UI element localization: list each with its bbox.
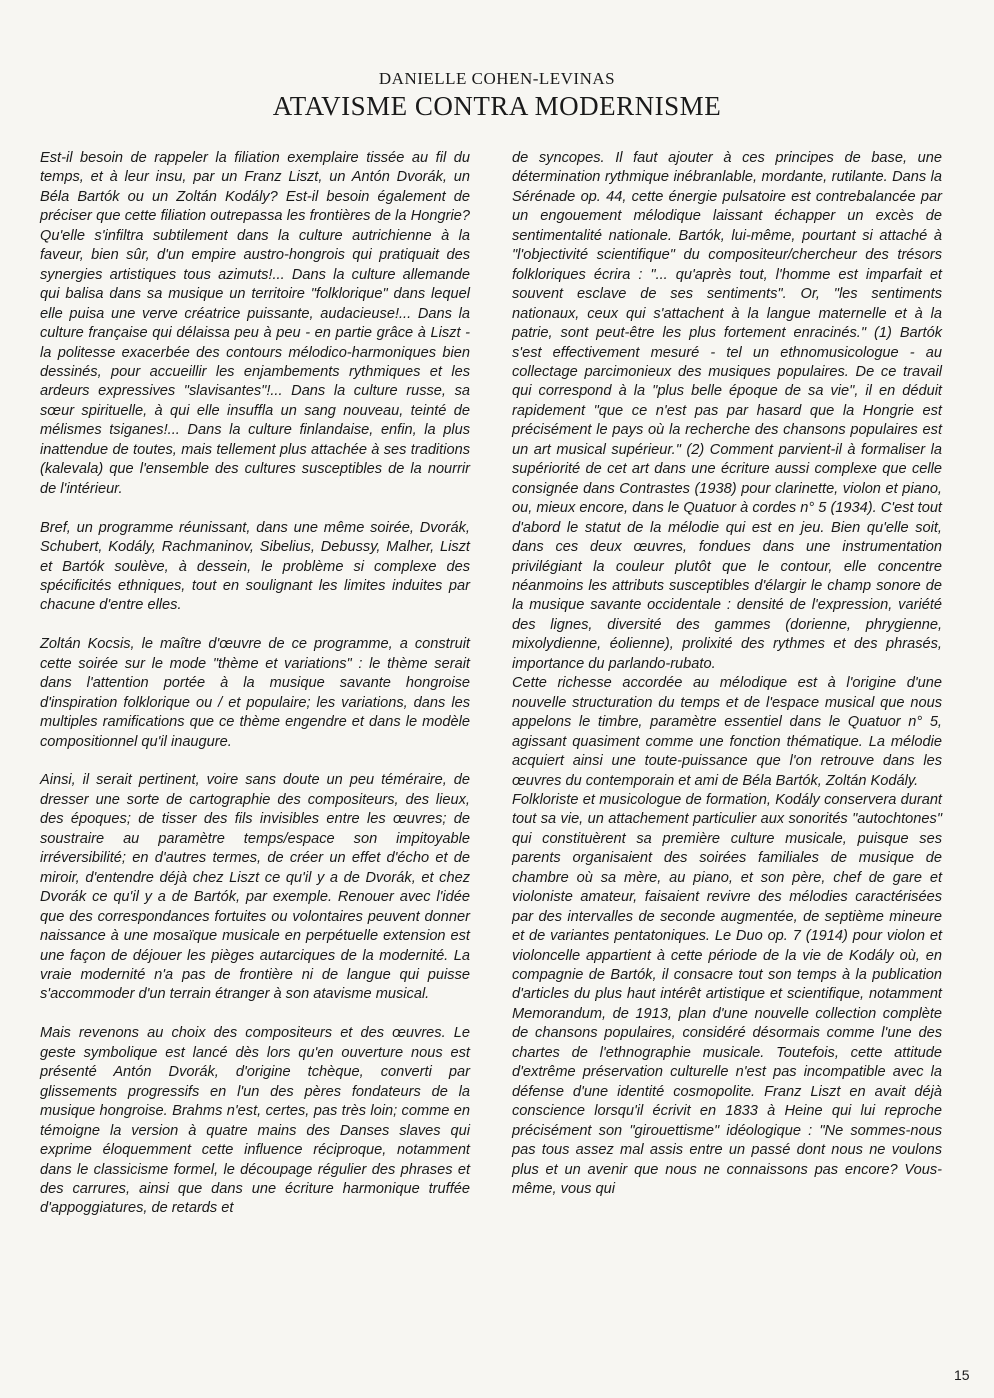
article-title: ATAVISME CONTRA MODERNISME	[272, 91, 722, 121]
left-column	[40, 149, 470, 1219]
paragraph: Est-il besoin de rappeler la filiation exemplaire tissée au fil du temps, et à leur insu, par un Franz Liszt, un Antón Dvorák, un Béla Bartók ou un Zoltán Kodály? Est-il besoin également de préciser que cette filiation outrepassa les frontières de la Hongrie? Qu'elle s'infiltra subtilement dans la culture autrichienne à la faveur, bien sûr, d'un empire austro-hongrois qui pratiquait des synergies artistiques tous azimuts!... Dans la culture allemande qui balisa dans sa musique un territoire "folklorique" dans lequel elle puisa une verve créatrice puissante, audacieuse!... Dans la culture française qui délaissa peu à peu - en partie grâce à Liszt - la politesse exacerbée des contours mélodico-harmoniques bien dessinés, pour accueillir les enjambements rythmiques et les ardeurs expressives "slavisantes"!... Dans la culture russe, sa sœur spirituelle, à qui elle insuffla un sang nouveau, teinté de mélismes tsiganes!... Dans la culture finlandaise, enfin, la plus inattendue de toutes, mais tellement plus attachée à ses traditions (kalevala) que l'ensemble des cultures susceptibles de la nourrir de l'intérieur.	[40, 150, 470, 497]
page-number: 15	[954, 1367, 970, 1383]
paragraph: de syncopes. Il faut ajouter à ces principes de base, une détermination rythmique inébranlable, mordante, rutilante. Dans la Sérénade op. 44, cette énergie pulsatoire est contrebalancée par un engouement mélodique laissant échapper un excès de sentimentalité nationale. Bartók, lui-même, pourtant si attaché à "l'objectivité scientifique" du compositeur/chercheur des trésors folkloriques écrira : "... qu'après tout, l'homme est imparfait et souvent esclave de ses sentiments". Or, "les sentiments nationaux, ceux qui s'attachent à la langue maternelle et à la patrie, sont peut-être les plus fortement enracinés." (1) Bartók s'est effectivement mesuré - tel un ethnomusicologue - au collectage parcimonieux des musiques populaires. De ce travail qui correspond à la "plus belle époque de sa vie", il en déduit rapidement "que ce n'est pas par hasard que la Hongrie est précisément le pays où la recherche des chansons populaires est un art musical supérieur." (2) Comment parvient-il à formaliser la supériorité de cet art dans une écriture aussi complexe que celle consignée dans Contrastes (1938) pour clarinette, violon et piano, ou, mieux encore, dans le Quatuor à cordes n° 5 (1934). C'est tout d'abord le statut de la mélodie qui est en jeu. Bien qu'elle soit, dans ces deux œuvres, fondues dans une instrumentation privilégiant la couleur plutôt que le contour, elle concentre néanmoins les attributs susceptibles d'élargir le champ sonore de la musique savante occidentale : densité de l'expression, variété des lignes, diversité des gammes (dorienne, phrygienne, mixolydienne, éolienne), prolixité des rythmes et des phrasés, importance du parlando-rubato.	[512, 150, 942, 672]
paragraph: Zoltán Kocsis, le maître d'œuvre de ce programme, a construit cette soirée sur le mode "thème et variations" : le thème serait dans l'attention portée à la musique savante hongroise d'inspiration folklorique ou / et populaire; les variations, dans les multiples ramifications que ce thème engendre et dans le modèle compositionnel qu'il inaugure.	[40, 636, 470, 750]
paragraph: Folkloriste et musicologue de formation, Kodály conservera durant tout sa vie, un attachement particulier aux sonorités "autochtones" qui constituèrent sa première culture musicale, puisque ses parents organisaient des soirées familiales de musique de chambre où sa mère, au piano, et son père, chef de gare et violoniste amateur, faisaient revivre des mélodies caractérisées par des intervalles de seconde augmentée, de septième mineure et de variantes pentatoniques. Le Duo op. 7 (1914) pour violon et violoncelle appartient à cette période de la vie de Kodály où, en compagnie de Bartók, il consacre tout son temps à la publication d'articles du plus haut intérêt artistique et scientifique, notamment Memorandum, de 1913, plan d'une nouvelle collection complète de chansons populaires, considéré désormais comme l'une des chartes de l'ethnographie musicale. Toutefois, cette attitude d'extrême préservation culturelle n'est pas incompatible avec la défense d'une identité cosmopolite. Franz Liszt en avait déjà conscience lorsqu'il écrivit en 1833 à Heine qui lui reproche précisément son "girouettisme" idéologique : "Ne sommes-nous pas tous assez mal assis entre un passé dont nous ne voulons plus et un avenir que nous ne connaissons pas encore? Vous-même, vous qui	[512, 791, 942, 1198]
right-column	[512, 149, 942, 1199]
paragraph: Ainsi, il serait pertinent, voire sans doute un peu téméraire, de dresser une sorte de cartographie des compositeurs, des lieux, des époques; de tisser des fils invisibles entre les œuvres; de soustraire au paramètre temps/espace son impitoyable irréversibilité; en d'autres termes, de créer un effet d'écho et de miroir, d'entendre déjà chez Liszt ce qu'il y a de Dvorák, et chez Dvorák ce qu'il y a de Bartók, par exemple. Renouer avec l'idée que des correspondances fortuites ou volontaires peuvent donner naissance à une mosaïque musicale en perpétuelle extension est une façon de déjouer les pièges autarciques de la modernité. La vraie modernité n'a pas de frontière ni de langue qui puisse s'accommoder d'un terrain étranger à son atavisme musical.	[40, 772, 470, 1003]
paragraph: Mais revenons au choix des compositeurs et des œuvres. Le geste symbolique est lancé dès lors qu'en ouverture nous est présenté Antón Dvorák, d'origine tchèque, converti par glissements progressifs en l'un des pères fondateurs de la musique hongroise. Brahms n'est, certes, pas très loin; comme en témoigne la version à quatre mains des Danses slaves qui exprime éloquemment cette influence réciproque, notamment dans le classicisme formel, le découpage régulier des phrases et des carrures, ainsi que dans une écriture harmonique truffée d'appoggiatures, de retards et	[40, 1025, 470, 1217]
paragraph: Cette richesse accordée au mélodique est à l'origine d'une nouvelle structuration du temps et de l'espace musical que nous appelons le timbre, paramètre essentiel dans le Quatuor n° 5, agissant quasiment comme une fonction thématique. La mélodie acquiert ainsi une toute-puissance que l'on retrouve dans les œuvres du contemporain et ami de Béla Bartók, Zoltán Kodály.	[512, 675, 942, 789]
article-header	[0, 68, 994, 122]
paragraph: Bref, un programme réunissant, dans une même soirée, Dvorák, Schubert, Kodály, Rachmaninov, Sibelius, Debussy, Malher, Liszt et Bartók soulève, à dessein, le problème si complexe des spécificités ethniques, tout en soulignant les limites induites par chacune d'entre elles.	[40, 519, 470, 614]
author-name: DANIELLE COHEN-LEVINAS	[378, 69, 616, 88]
